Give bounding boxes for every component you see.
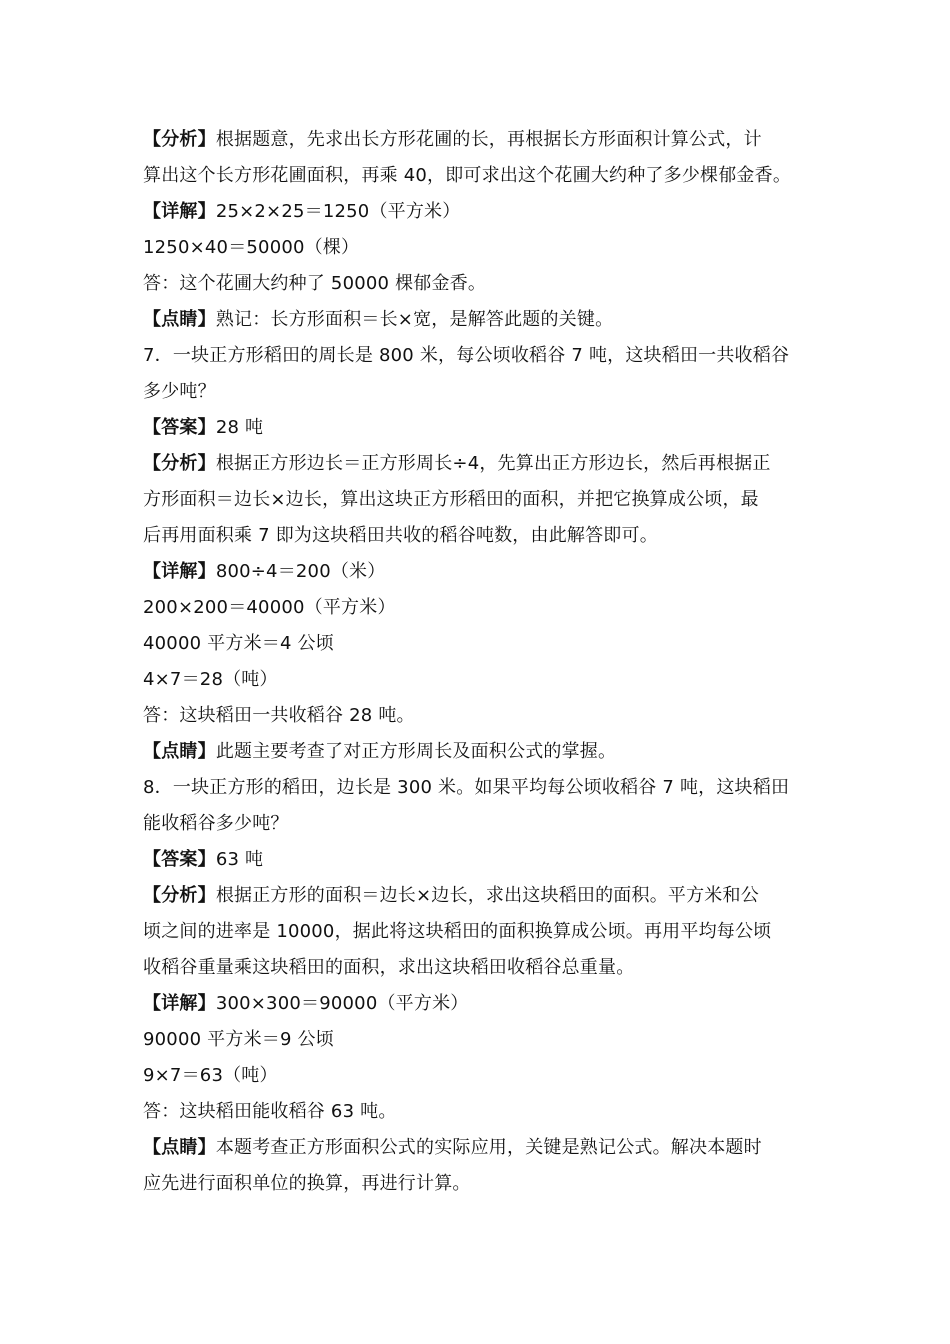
line-text: 熟记：长方形面积＝长×宽，是解答此题的关键。 bbox=[215, 309, 614, 330]
text-line bbox=[143, 842, 823, 878]
text-line bbox=[143, 590, 823, 626]
line-text: 25×2×25＝1250（平方米） bbox=[215, 201, 461, 222]
section-tag: 【分析】 bbox=[143, 453, 216, 474]
section-tag: 【答案】 bbox=[143, 417, 216, 438]
line-text: 此题主要考查了对正方形周长及面积公式的掌握。 bbox=[215, 741, 617, 762]
text-line bbox=[143, 914, 823, 950]
line-text: 4×7＝28（吨） bbox=[143, 669, 278, 690]
line-text: 顷之间的进率是 10000，据此将这块稻田的面积换算成公顷。再用平均每公顷 bbox=[143, 921, 772, 942]
section-tag: 【详解】 bbox=[143, 561, 216, 582]
text-line bbox=[143, 410, 823, 446]
question-line bbox=[143, 338, 823, 374]
text-line bbox=[143, 1094, 823, 1130]
line-text: 根据题意，先求出长方形花圃的长，再根据长方形面积计算公式，计 bbox=[215, 129, 762, 150]
text-line bbox=[143, 878, 823, 914]
line-text: 800÷4＝200（米） bbox=[215, 561, 386, 582]
line-text: 后再用面积乘 7 即为这块稻田共收的稻谷吨数，由此解答即可。 bbox=[143, 525, 658, 546]
question-line bbox=[143, 770, 823, 806]
text-line bbox=[143, 662, 823, 698]
text-line bbox=[143, 1058, 823, 1094]
line-text: 9×7＝63（吨） bbox=[143, 1065, 278, 1086]
text-line bbox=[143, 1130, 823, 1166]
text-line bbox=[143, 1166, 823, 1202]
line-text: 1250×40＝50000（棵） bbox=[143, 237, 360, 258]
line-text: 根据正方形的面积＝边长×边长，求出这块稻田的面积。平方米和公 bbox=[215, 885, 759, 906]
line-text: 40000 平方米＝4 公顷 bbox=[143, 633, 334, 654]
section-tag: 【详解】 bbox=[143, 993, 216, 1014]
line-text: 答：这块稻田能收稻谷 63 吨。 bbox=[143, 1101, 397, 1122]
line-text: 多少吨？ bbox=[143, 381, 216, 402]
section-tag: 【分析】 bbox=[143, 129, 216, 150]
text-line bbox=[143, 554, 823, 590]
section-tag: 【点睛】 bbox=[143, 741, 216, 762]
line-text: 应先进行面积单位的换算，再进行计算。 bbox=[143, 1173, 471, 1194]
text-line bbox=[143, 302, 823, 338]
line-text: 算出这个长方形花圃面积，再乘 40，即可求出这个花圃大约种了多少棵郁金香。 bbox=[143, 165, 792, 186]
section-tag: 【详解】 bbox=[143, 201, 216, 222]
section-tag: 【分析】 bbox=[143, 885, 216, 906]
text-line bbox=[143, 518, 823, 554]
text-line bbox=[143, 698, 823, 734]
line-text: 7．一块正方形稻田的周长是 800 米，每公顷收稻谷 7 吨，这块稻田一共收稻谷 bbox=[143, 345, 790, 366]
line-text: 收稻谷重量乘这块稻田的面积，求出这块稻田收稻谷总重量。 bbox=[143, 957, 635, 978]
line-text: 300×300＝90000（平方米） bbox=[215, 993, 469, 1014]
text-line bbox=[143, 734, 823, 770]
text-line bbox=[143, 626, 823, 662]
text-line bbox=[143, 446, 823, 482]
section-tag: 【答案】 bbox=[143, 849, 216, 870]
text-line bbox=[143, 230, 823, 266]
text-line bbox=[143, 266, 823, 302]
question-line bbox=[143, 374, 823, 410]
text-line bbox=[143, 122, 823, 158]
text-line bbox=[143, 158, 823, 194]
text-line bbox=[143, 950, 823, 986]
section-tag: 【点睛】 bbox=[143, 1137, 216, 1158]
line-text: 方形面积＝边长×边长，算出这块正方形稻田的面积，并把它换算成公顷，最 bbox=[143, 489, 759, 510]
line-text: 28 吨 bbox=[215, 417, 264, 438]
line-text: 根据正方形边长＝正方形周长÷4，先算出正方形边长，然后再根据正 bbox=[215, 453, 771, 474]
text-line bbox=[143, 194, 823, 230]
question-line bbox=[143, 806, 823, 842]
line-text: 本题考查正方形面积公式的实际应用，关键是熟记公式。解决本题时 bbox=[215, 1137, 762, 1158]
text-line bbox=[143, 986, 823, 1022]
line-text: 63 吨 bbox=[215, 849, 264, 870]
text-line bbox=[143, 1022, 823, 1058]
line-text: 8．一块正方形的稻田，边长是 300 米。如果平均每公顷收稻谷 7 吨，这块稻田 bbox=[143, 777, 790, 798]
line-text: 能收稻谷多少吨？ bbox=[143, 813, 289, 834]
line-text: 90000 平方米＝9 公顷 bbox=[143, 1029, 334, 1050]
document-body bbox=[143, 122, 823, 1202]
line-text: 答：这个花圃大约种了 50000 棵郁金香。 bbox=[143, 273, 487, 294]
text-line bbox=[143, 482, 823, 518]
line-text: 答：这块稻田一共收稻谷 28 吨。 bbox=[143, 705, 415, 726]
section-tag: 【点睛】 bbox=[143, 309, 216, 330]
line-text: 200×200＝40000（平方米） bbox=[143, 597, 396, 618]
